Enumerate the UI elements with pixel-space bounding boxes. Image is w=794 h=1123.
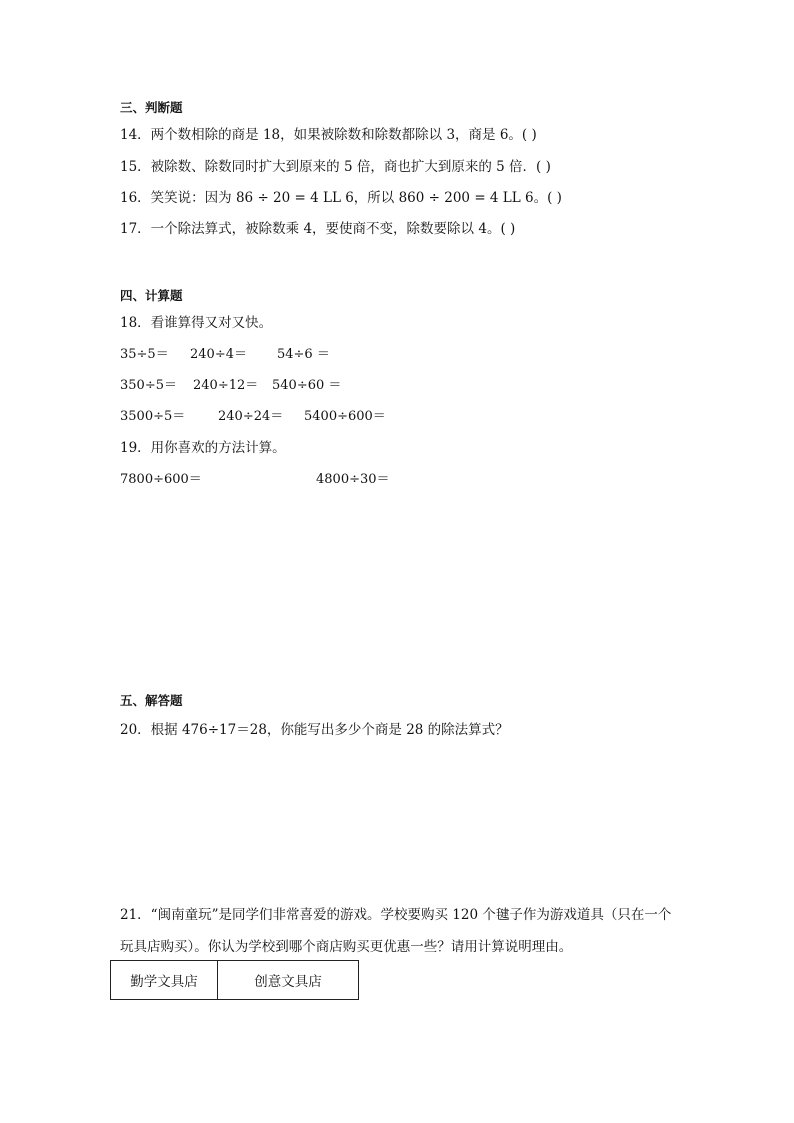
calc-item: 7800÷600＝ <box>120 472 202 487</box>
question-18: 18．看谁算得又对又快。 <box>120 315 273 331</box>
table-cell-store-2: 创意文具店 <box>218 961 359 1000</box>
section-heading-answer: 五、解答题 <box>120 693 183 708</box>
calc-item: 540÷60 ＝ <box>272 378 342 393</box>
question-14: 14．两个数相除的商是 18，如果被除数和除数都除以 3，商是 6。( ) <box>120 127 537 143</box>
table-row <box>111 961 359 1000</box>
calc-item: 5400÷600＝ <box>304 409 386 424</box>
calc-item: 35÷5＝ <box>120 347 169 362</box>
section-heading-calculation: 四、计算题 <box>120 288 183 303</box>
store-table <box>110 960 359 1000</box>
question-17: 17．一个除法算式，被除数乘 4，要使商不变，除数要除以 4。( ) <box>120 221 516 237</box>
question-21: 21．“闽南童玩”是同学们非常喜爱的游戏。学校要购买 120 个毽子作为游戏道具（只在一个 <box>120 907 672 923</box>
question-20: 20．根据 476÷17＝28，你能写出多少个商是 28 的除法算式？ <box>120 722 509 738</box>
calc-item: 240÷12＝ <box>193 378 259 393</box>
table-cell-store-1: 勤学文具店 <box>111 961 218 1000</box>
calc-item: 350÷5＝ <box>120 378 177 393</box>
calc-item: 54÷6 ＝ <box>277 347 330 362</box>
question-15: 15．被除数、除数同时扩大到原来的 5 倍，商也扩大到原来的 5 倍．( ) <box>120 159 551 175</box>
question-16: 16．笑笑说：因为 86 ÷ 20 = 4 ⅬⅬ 6，所以 860 ÷ 200 = 4 ⅬⅬ 6。( ) <box>120 190 562 206</box>
calc-item: 3500÷5＝ <box>120 409 186 424</box>
question-19: 19．用你喜欢的方法计算。 <box>120 440 286 456</box>
calc-item: 240÷4＝ <box>190 347 247 362</box>
calc-item: 240÷24＝ <box>218 409 284 424</box>
section-heading-judgment: 三、判断题 <box>120 100 183 115</box>
calc-item: 4800÷30＝ <box>316 472 390 487</box>
question-21-continued: 玩具店购买）。你认为学校到哪个商店购买更优惠一些？请用计算说明理由。 <box>120 939 573 955</box>
